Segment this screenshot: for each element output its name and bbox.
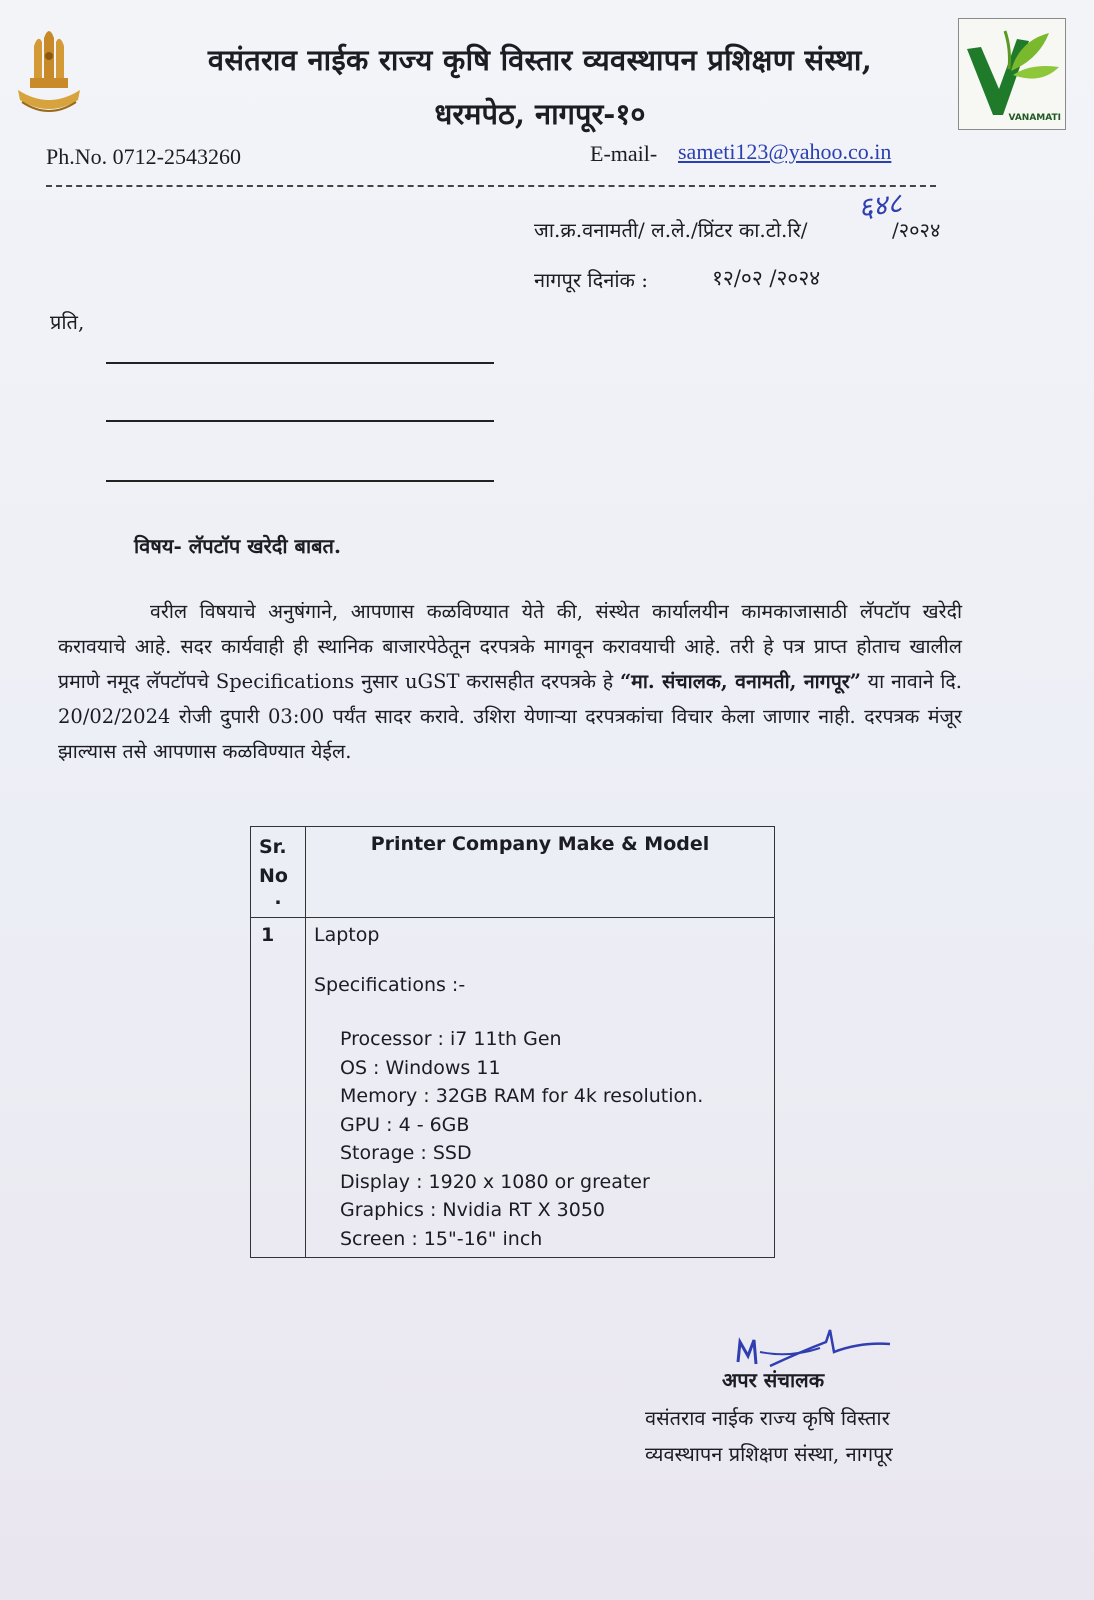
body-part-1: वरील विषयाचे अनुषंगाने, आपणास कळविण्यात येते की, संस्थेत कार्यालयीन कामकाजासाठी लॅपटॉप खरेदी करावयाचे आहे. सदर कार्यवाही ही स्थानिक बाजारपेठेतून दरपत्रके मागवून करावयाची आहे. तरी हे पत्र प्राप्त होताच खालील प्रमाणे नमूद लॅपटॉपचे Specifications नुसार uGST करासहीत दरपत्रके हे bbox=[58, 600, 962, 693]
address-line-3 bbox=[106, 480, 494, 482]
table-row bbox=[251, 918, 775, 1258]
subject-line: विषय- लॅपटॉप खरेदी बाबत. bbox=[134, 534, 341, 558]
spec-processor: Processor : i7 11th Gen bbox=[340, 1028, 562, 1050]
spec-screen: Screen : 15"-16" inch bbox=[340, 1227, 543, 1250]
body-part-2: या नावाने दि. 20/02/2024 रोजी दुपारी 03:00 पर्यंत सादर करावे. उशिरा येणाऱ्या दरपत्रकांचा विचार केला जाणार नाही. दरपत्रक मंजूर झाल्यास तसे आपणास कळविण्यात येईल. bbox=[58, 670, 962, 763]
phone-number: Ph.No. 0712-2543260 bbox=[46, 144, 241, 169]
signatory-org-line2: व्यवस्थापन प्रशिक्षण संस्था, नागपूर bbox=[645, 1442, 893, 1466]
header-sr-line2: No bbox=[259, 865, 288, 887]
spec-list bbox=[314, 1025, 766, 1253]
handwritten-reference-number: ६४८ bbox=[855, 186, 904, 225]
table-header-row bbox=[251, 827, 775, 918]
address-line-2 bbox=[106, 420, 494, 422]
spec-display: Display : 1920 x 1080 or greater bbox=[340, 1170, 650, 1193]
header-divider bbox=[46, 185, 936, 187]
address-line-1 bbox=[106, 362, 494, 364]
email-label: E-mail- bbox=[590, 141, 658, 166]
date-value: १२/०२ /२०२४ bbox=[712, 266, 821, 290]
row-sr-number: 1 bbox=[251, 918, 306, 1258]
org-name-line2: धरमपेठ, नागपूर-१० bbox=[434, 97, 646, 131]
reference-year: /२०२४ bbox=[892, 218, 941, 242]
signatory-title: अपर संचालक bbox=[722, 1368, 825, 1392]
logo-text: VANAMATI bbox=[1008, 113, 1061, 123]
spec-memory: Memory : 32GB RAM for 4k resolution. bbox=[340, 1085, 704, 1107]
spec-gpu: GPU : 4 - 6GB bbox=[340, 1113, 470, 1136]
vanamati-logo bbox=[958, 18, 1066, 130]
spec-graphics: Graphics : Nvidia RT X 3050 bbox=[340, 1199, 606, 1221]
org-name-line1: वसंतराव नाईक राज्य कृषि विस्तार व्यवस्थापन प्रशिक्षण संस्था, bbox=[207, 43, 873, 77]
reference-prefix: जा.क्र.वनामती/ ल.ले./प्रिंटर का.टो.रि/ bbox=[534, 218, 808, 242]
header-sr-line1: Sr. bbox=[259, 836, 287, 858]
date-label: नागपूर दिनांक : bbox=[534, 268, 648, 292]
letter-body bbox=[58, 594, 962, 769]
header-sr-no bbox=[251, 827, 306, 918]
body-addressee-bold: “मा. संचालक, वनामती, नागपूर” bbox=[619, 670, 861, 693]
spec-os: OS : Windows 11 bbox=[340, 1056, 501, 1079]
spec-storage: Storage : SSD bbox=[340, 1142, 472, 1164]
header-sr-line3: . bbox=[274, 887, 282, 909]
signatory-org-line1: वसंतराव नाईक राज्य कृषि विस्तार bbox=[645, 1406, 890, 1430]
state-emblem-icon bbox=[8, 20, 90, 125]
item-name: Laptop bbox=[314, 924, 380, 946]
row-description bbox=[306, 918, 775, 1258]
email-link[interactable]: sameti123@yahoo.co.in bbox=[678, 139, 892, 164]
header-model: Printer Company Make & Model bbox=[306, 827, 775, 918]
spec-title: Specifications :- bbox=[314, 974, 466, 996]
specification-table bbox=[250, 826, 775, 1258]
recipient-label: प्रति, bbox=[50, 310, 85, 334]
